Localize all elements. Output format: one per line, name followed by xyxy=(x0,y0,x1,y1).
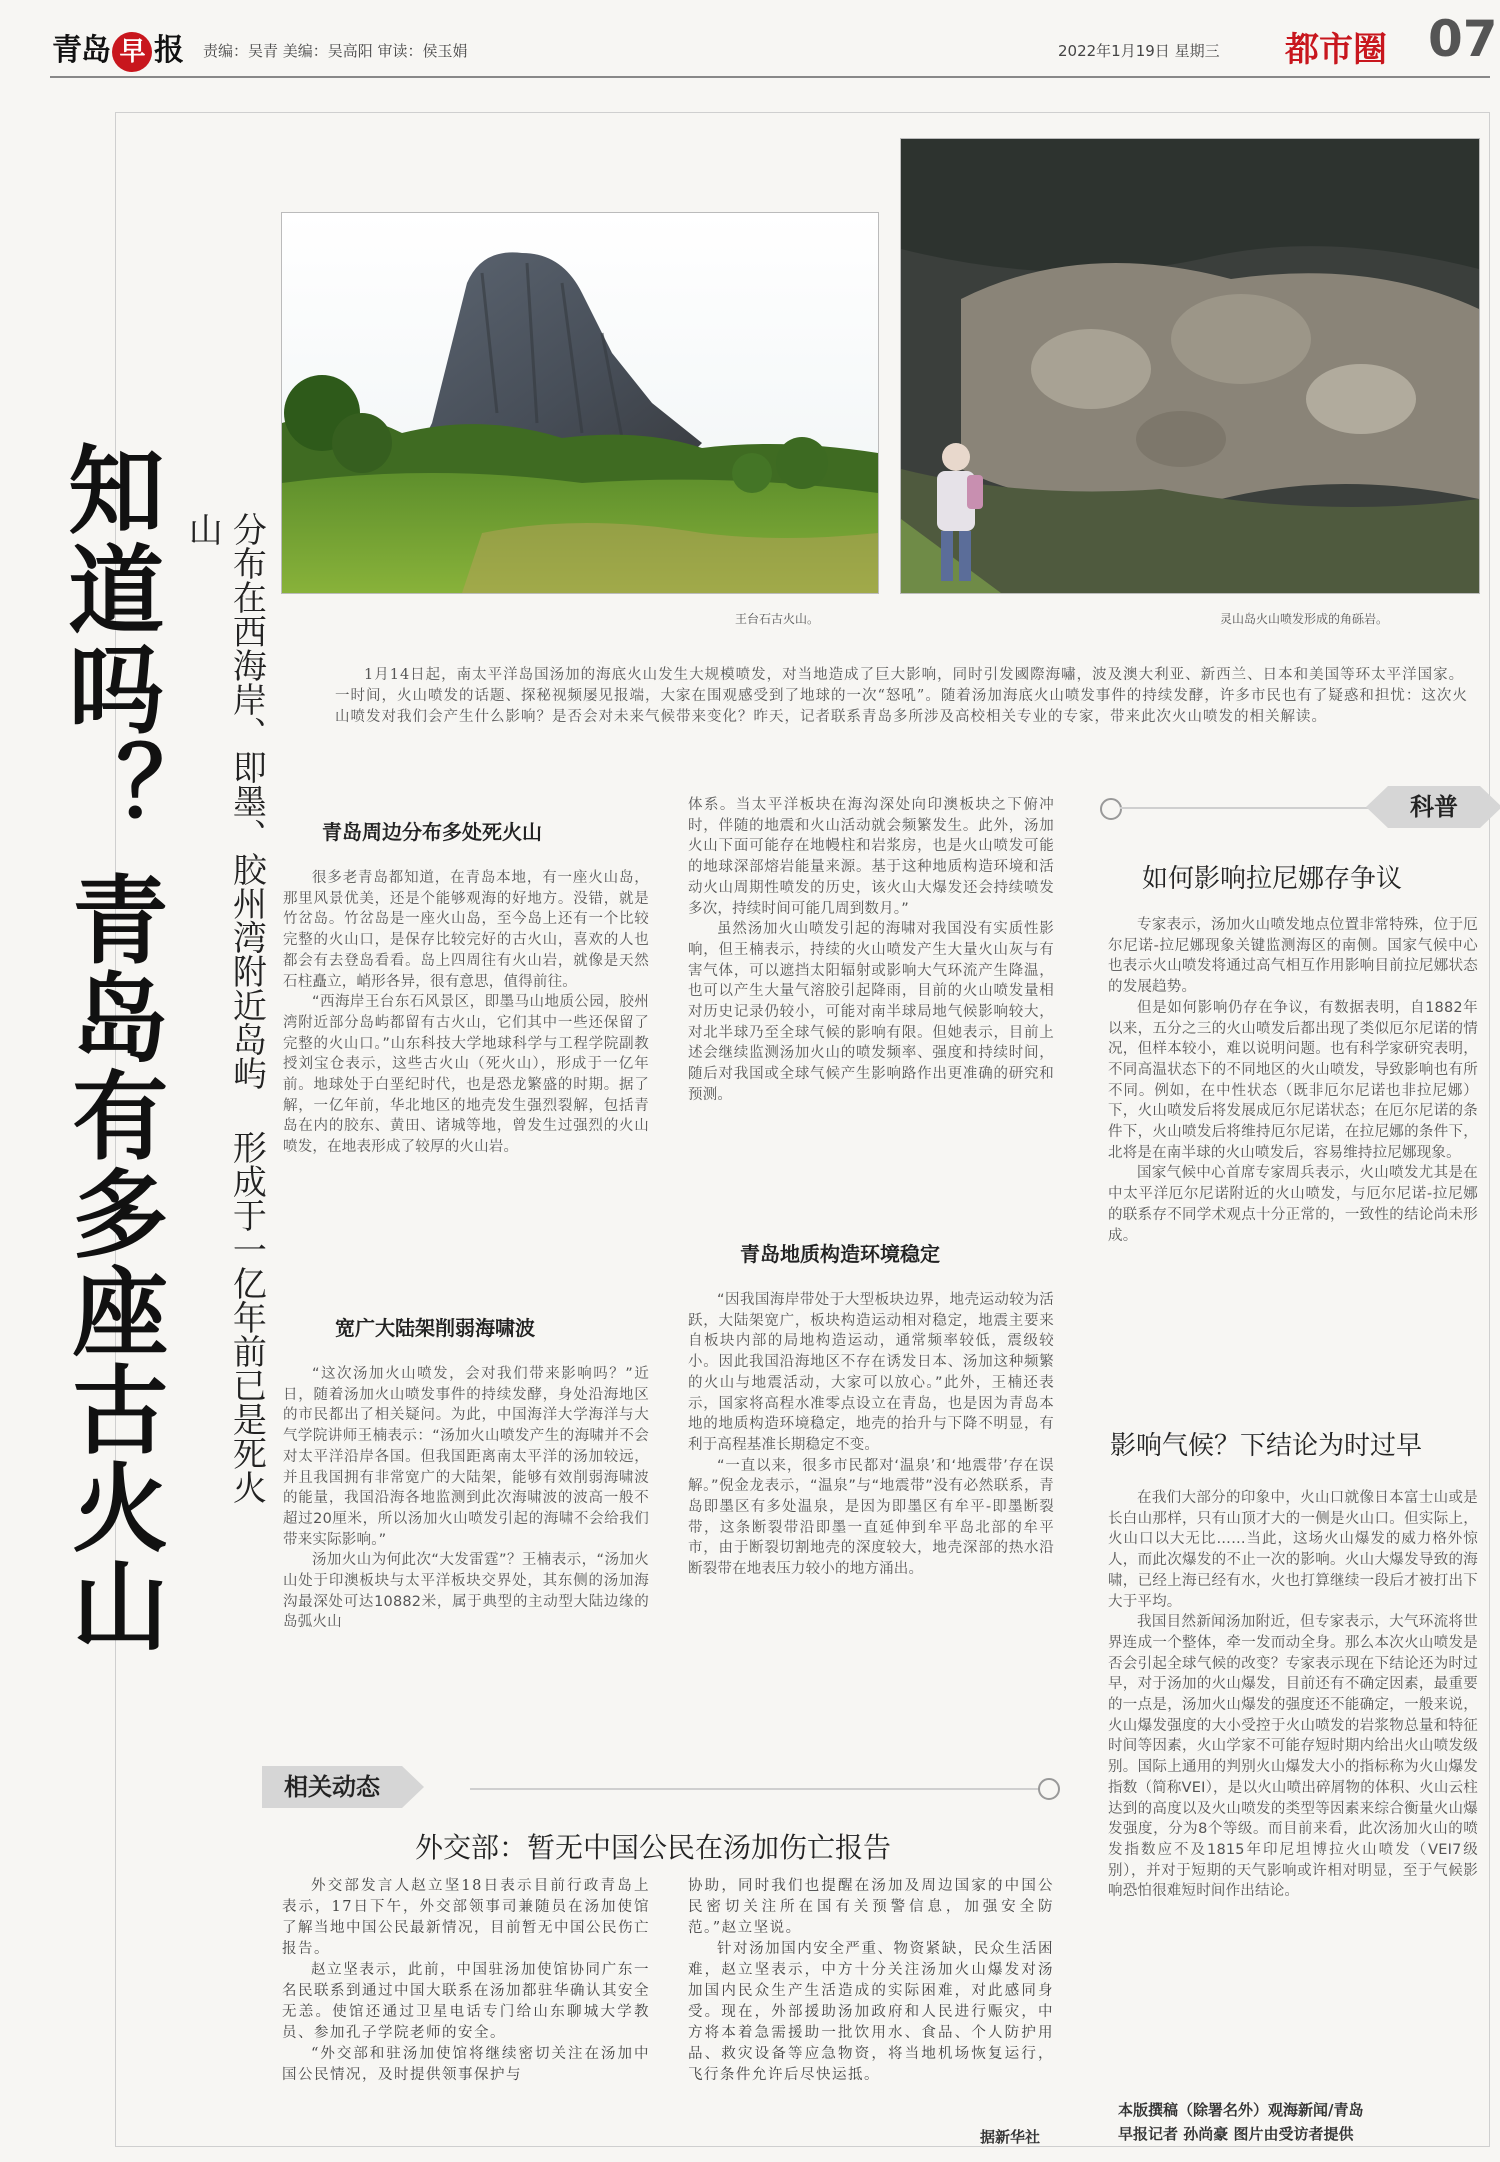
editor-credits: 责编：吴青 美编：吴高阳 审读：侯玉娟 xyxy=(203,42,468,60)
col1-heading-dead-volcanoes: 青岛周边分布多处死火山 xyxy=(322,820,542,844)
tag-science: 科普 xyxy=(1388,786,1480,828)
paragraph: 但是如何影响仍存在争议，有数据表明，自1882年以来，五分之三的火山喷发后都出现了类似厄尔尼诺的情况，但样本较小，难以说明问题。也有科学家研究表明，不同高温状态下的不同地区的火山喷发，导致影响也有所不同。例如，在中性状态（既非厄尔尼诺也非拉尼娜）下，火山喷发后将发展成厄尔尼诺状态；在厄尔尼诺的条件下，火山喷发后将维持厄尔尼诺，在拉尼娜的条件下，北将是在南半球的火山喷发后，容易维持拉尼娜现象。 xyxy=(1108,999,1478,1161)
paragraph: 协助，同时我们也提醒在汤加及周边国家的中国公民密切关注所在国有关预警信息，加强安全防范。”赵立坚说。 xyxy=(688,1878,1054,1936)
photo-volcanic-breccia xyxy=(900,138,1480,594)
paragraph: 汤加火山为何此次“大发雷霆”？王楠表示，“汤加火山处于印澳板块与太平洋板块交界处，其东侧的汤加海沟最深处可达10882米，属于典型的主动型大陆边缘的岛弧火山 xyxy=(283,1552,649,1631)
tag-related-news: 相关动态 xyxy=(262,1766,402,1808)
logo-text-left: 青岛 xyxy=(52,32,110,68)
paragraph: “一直以来，很多市民都对‘温泉’和‘地震带’存在误解。”倪金龙表示，“温泉”与“地震带”没有必然联系，青岛即墨区有多处温泉，是因为即墨区有牟平-即墨断裂带，这条断裂带沿即墨一直延伸到牟平岛北部的牟平市，由于断裂切割地壳的深度较大，地壳深部的热水沿断裂带在地表压力较小的地方涌出。 xyxy=(688,1457,1054,1578)
col3-body-top xyxy=(1108,915,1478,1246)
paragraph: 在我们大部分的印象中，火山口就像日本富士山或是长白山那样，只有山顶才大的一侧是火山口。但实际上，火山口以大无比……当此，这场火山爆发的威力格外惊人，而此次爆发的不止一次的影响。火山大爆发导致的海啸，已经上海已经有水，火也打算继续一段后才被打出下大于平均。 xyxy=(1108,1490,1478,1610)
col1-heading-continental-shelf: 宽广大陆架削弱海啸波 xyxy=(335,1316,535,1340)
newspaper-logo xyxy=(52,28,183,68)
related-divider-line xyxy=(470,1788,1040,1790)
paragraph: “外交部和驻汤加使馆将继续密切关注在汤加中国公民情况，及时提供领事保护与 xyxy=(282,2046,650,2083)
headline-question: 知道吗？ xyxy=(52,440,165,840)
caption-left-photo: 王台石古火山。 xyxy=(735,612,820,626)
related-source: 据新华社 xyxy=(980,2128,1041,2146)
paragraph: 专家表示，汤加火山喷发地点位置非常特殊，位于厄尔尼诺-拉尼娜现象关键监测海区的南侧。国家气候中心也表示火山喷发将通过高气相互作用影响目前拉尼娜状态的发展趋势。 xyxy=(1108,917,1478,996)
paragraph: “这次汤加火山喷发，会对我们带来影响吗？”近日，随着汤加火山喷发事件的持续发酵，身处沿海地区的市民都出了相关疑问。为此，中国海洋大学海洋与大气学院讲师王楠表示：“汤加火山喷发产生的海啸并不会对太平洋沿岸各国。但我国距离南太平洋的汤加较远，并且我国拥有非常宽广的大陆架，能够有效削弱海啸波的能量，我国沿海各地监测到此次海啸波的波高一般不超过20厘米，所以汤加火山喷发引起的海啸不会给我们带来实际影响。” xyxy=(283,1366,649,1548)
caption-right-photo: 灵山岛火山喷发形成的角砾岩。 xyxy=(1220,612,1389,626)
paragraph: 赵立坚表示，此前，中国驻汤加使馆协同广东一名民联系到通过中国大联系在汤加都驻华确认其安全无恙。使馆还通过卫星电话专门给山东聊城大学教员、参加孔子学院老师的安全。 xyxy=(282,1962,650,2041)
logo-text-right: 报 xyxy=(154,32,183,68)
col1-body-top xyxy=(283,868,649,1158)
col2-heading-geology-stable: 青岛地质构造环境稳定 xyxy=(740,1242,940,1266)
col1-body-bottom xyxy=(283,1364,649,1633)
page-number: 07 xyxy=(1428,10,1498,68)
paragraph: 国家气候中心首席专家周兵表示，火山喷发尤其是在中太平洋厄尔尼诺附近的火山喷发，与厄尔尼诺-拉尼娜的联系存不同学术观点十分正常的，一致性的结论尚未形成。 xyxy=(1108,1165,1478,1244)
photo-volcano-peak xyxy=(281,212,879,594)
byline xyxy=(1118,2098,1488,2146)
divider-circle xyxy=(1100,798,1122,820)
paragraph: 我国目然新闻汤加附近，但专家表示，大气环流将世界连成一个整体，牵一发而动全身。那么本次火山喷发是否会引起全球气候的改变？专家表示现在下结论还为时过早，对于汤加的火山爆发，目前还有不确定因素，最重要的一点是，汤加火山爆发的强度还不能确定，一般来说，火山爆发强度的大小受控于火山喷发的岩浆物总量和特征时间等因素，火山学家不可能存短时期内给出火山喷发级别。国际上通用的判别火山爆发大小的指标称为火山爆发指数（简称VEI），是以火山喷出碎屑物的体积、火山云柱达到的高度以及火山喷发的类型等因素来综合衡量火山爆发强度，分为8个等级。而目前来看，此次汤加火山的喷发指数应不及1815年印尼坦博拉火山喷发（VEI7级别），并对于短期的天气影响或许相对明显，至于气候影响恐怕很难短时间作出结论。 xyxy=(1108,1614,1478,1900)
subheadline: 分布在西海岸、即墨、胶州湾附近岛屿 形成于一亿年前已是死火山 xyxy=(182,512,267,1504)
related-body-left xyxy=(282,1876,650,2086)
related-divider-circle xyxy=(1038,1778,1060,1800)
paragraph: 针对汤加国内安全严重、物资紧缺，民众生活困难，赵立坚表示，中方十分关注汤加火山爆发对汤加国内民众生产生活造成的实际困难，对此感同身受。现在，外部援助汤加政府和人民进行赈灾，中方将本着急需援助一批饮用水、食品、个人防护用品、救灾设备等应急物资，将当地机场恢复运行，飞行条件允许后尽快运抵。 xyxy=(688,1941,1054,2083)
col3-body-bottom xyxy=(1108,1488,1478,1902)
paragraph: “因我国海岸带处于大型板块边界，地壳运动较为活跃，大陆架宽广，板块构造运动相对稳定，地震主要来自板块内部的局地构造运动，通常频率较低，震级较小。因此我国沿海地区不存在诱发日本、汤加这种频繁的火山与地震活动，大家可以放心。”此外，王楠还表示，国家将高程水准零点设立在青岛，也是因为青岛本地的地质构造环境稳定，地壳的抬升与下降不明显，有利于高程基准长期稳定不变。 xyxy=(688,1292,1054,1453)
header-divider xyxy=(50,76,1490,78)
logo-mark: 早 xyxy=(112,32,152,72)
paragraph: 体系。当太平洋板块在海沟深处向印澳板块之下俯冲时，伴随的地震和火山活动就会频繁发生。此外，汤加火山下面可能存在地幔柱和岩浆房，也是火山喷发可能的地球深部熔岩能量来源。基于这种地质构造环境和活动火山周期性喷发的历史，该火山大爆发还会持续喷发多次，持续时间可能几周到数月。” xyxy=(688,797,1054,917)
issue-date: 2022年1月19日 星期三 xyxy=(1058,42,1220,60)
col3-heading-la-nina: 如何影响拉尼娜存争议 xyxy=(1142,864,1403,894)
paragraph: 外交部发言人赵立坚18日表示目前行政青岛上表示，17日下午，外交部领事司兼随员在汤加使馆了解当地中国公民最新情况，目前暂无中国公民伤亡报告。 xyxy=(282,1878,650,1957)
related-body-right xyxy=(688,1876,1054,2086)
headline-main: 青岛有多座古火山 xyxy=(56,870,169,1654)
col2-body-bottom xyxy=(688,1290,1054,1580)
byline-line2: 早报记者 孙尚豪 图片由受访者提供 xyxy=(1118,2125,1354,2143)
divider-line xyxy=(1120,807,1370,809)
section-name: 都市圈 xyxy=(1285,30,1387,70)
related-article-title: 外交部：暂无中国公民在汤加伤亡报告 xyxy=(415,1831,892,1864)
byline-line1: 本版撰稿（除署名外）观海新闻/青岛 xyxy=(1118,2101,1364,2119)
paragraph: 很多老青岛都知道，在青岛本地，有一座火山岛，那里风景优美，还是个能够观海的好地方。没错，就是竹岔岛。竹岔岛是一座火山岛，至今岛上还有一个比较完整的火山口，是保存比较完好的古火山，喜欢的人也都会有去登岛看看。岛上四周往有火山岩，就像是天然石柱矗立，峭形各异，很有意思，值得前往。 xyxy=(283,870,649,990)
col2-body-top xyxy=(688,795,1054,1106)
article-intro: 1月14日起，南太平洋岛国汤加的海底火山发生大规模喷发，对当地造成了巨大影响，同时引发國際海嘯，波及澳大利亚、新西兰、日本和美国等环太平洋国家。一时间，火山喷发的话题、探秘视频屡见报端，大家在围观感受到了地球的一次“怒吼”。随着汤加海底火山喷发事件的持续发酵，许多市民也有了疑惑和担忧：这次火山喷发对我们会产生什么影响？是否会对未来气候带来变化？昨天，记者联系青岛多所涉及高校相关专业的专家，带来此次火山喷发的相关解读。 xyxy=(335,667,1468,725)
volcano-peak-illustration xyxy=(282,213,878,593)
breccia-rock-illustration xyxy=(901,139,1479,593)
paragraph: “西海岸王台东石风景区，即墨马山地质公园，胶州湾附近部分岛屿都留有古火山，它们其中一些还保留了完整的火山口。”山东科技大学地球科学与工程学院副教授刘宝仓表示，这些古火山（死火山），形成于一亿年前。地球处于白垩纪时代，也是恐龙繁盛的时期。据了解，一亿年前，华北地区的地壳发生强烈裂解，包括青岛在内的胶东、黄田、诸城等地，曾发生过强烈的火山喷发，在地表形成了较厚的火山岩。 xyxy=(283,994,649,1156)
col3-heading-climate: 影响气候？下结论为时过早 xyxy=(1110,1431,1423,1461)
paragraph: 虽然汤加火山喷发引起的海啸对我国没有实质性影响，但王楠表示，持续的火山喷发产生大量火山灰与有害气体，可以遮挡太阳辐射或影响大气环流产生降温，也可以产生大量气溶胶引起降雨，目前的火山喷发量相对历史记录仍较小，可能对南半球局地气候影响较大，对北半球乃至全球气候的影响有限。但她表示，目前上述会继续监测汤加火山的喷发频率、强度和持续时间，随后对我国或全球气候产生影响路作出更准确的研究和预测。 xyxy=(688,921,1054,1103)
